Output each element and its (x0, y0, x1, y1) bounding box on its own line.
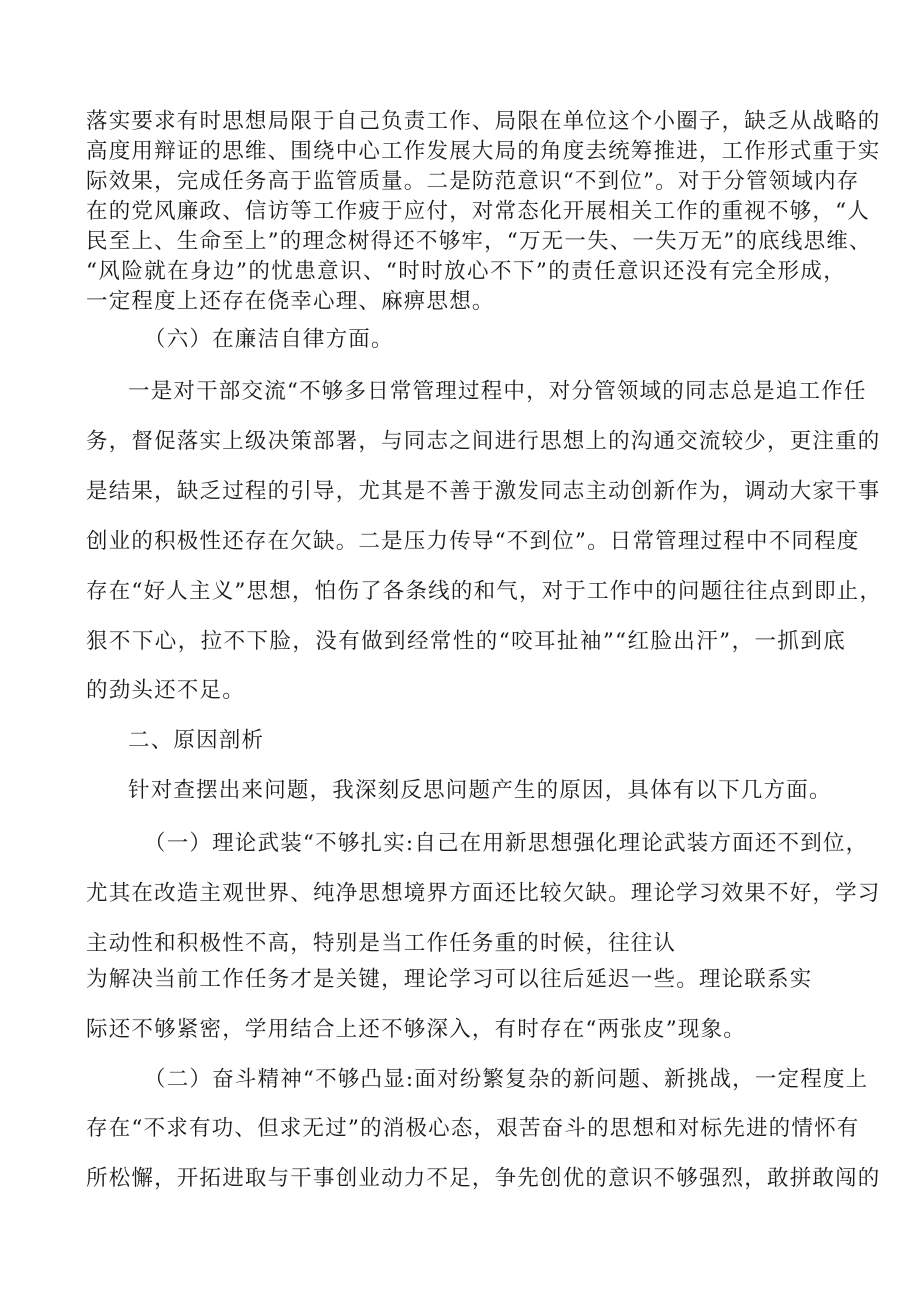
text-line: 务，督促落实上级决策部署，与同志之间进行思想上的沟通交流较少，更注重的 (86, 429, 881, 454)
text-line: 民至上、生命至上”的理念树得还不够牢，“万无一失、一失万无”的底线思维、 (86, 229, 872, 254)
text-line: 存在“不求有功、但求无过”的消极心态，艰苦奋斗的思想和对标先进的情怀有 (86, 1116, 860, 1141)
text-line: 高度用辩证的思维、围绕中心工作发展大局的角度去统筹推进，工作形式重于实 (86, 139, 881, 164)
text-line: 针对查摆出来问题，我深刻反思问题产生的原因，具体有以下几方面。 (128, 778, 832, 803)
text-line: 尤其在改造主观世界、纯净思想境界方面还比较欠缺。理论学习效果不好，学习 (86, 881, 881, 906)
text-line: 创业的积极性还存在欠缺。二是压力传导“不到位”。日常管理过程中不同程度 (86, 529, 860, 554)
text-line: 狠不下心，拉不下脸，没有做到经常性的“咬耳扯袖”“红脸出汗”，一抓到底 (86, 629, 846, 654)
text-line: 主动性和积极性不高，特别是当工作任务重的时候，往往认 (86, 931, 677, 956)
text-line: 是结果，缺乏过程的引导，尤其是不善于激发同志主动创新作为，调动大家干事 (86, 479, 881, 504)
text-line: 存在“好人主义”思想，怕伤了各条线的和气，对于工作中的问题往往点到即止， (86, 579, 883, 604)
text-line: 在的党风廉政、信访等工作疲于应付，对常态化开展相关工作的重视不够，“人 (86, 199, 870, 224)
text-line: “风险就在身边”的忧患意识、“时时放心不下”的责任意识还没有完全形成， (86, 259, 846, 284)
text-line: 落实要求有时思想局限于自己负责工作、局限在单位这个小圈子，缺乏从战略的 (86, 109, 881, 134)
text-line: 的劲头还不足。 (86, 678, 245, 703)
section-heading: 二、原因剖析 (128, 728, 265, 753)
text-line: 一是对干部交流“不够多日常管理过程中，对分管领域的同志总是追工作任 (128, 379, 867, 404)
text-line: （一）理论武装“不够扎实:自己在用新思想强化理论武装方面还不到位， (144, 831, 869, 856)
text-line: 为解决当前工作任务才是关键，理论学习可以往后延迟一些。理论联系实 (86, 967, 813, 992)
text-line: 所松懈，开拓进取与干事创业动力不足，争先创优的意识不够强烈，敢拼敢闯的 (86, 1166, 881, 1191)
text-line: 一定程度上还存在侥幸心理、麻痹思想。 (86, 289, 495, 314)
text-line: （二）奋斗精神“不够凸显:面对纷繁复杂的新问题、新挑战，一定程度上 (144, 1067, 869, 1092)
text-line: 际还不够紧密，学用结合上还不够深入，有时存在“两张皮”现象。 (86, 1017, 746, 1042)
section-heading: （六）在廉洁自律方面。 (144, 327, 394, 352)
text-line: 际效果，完成任务高于监管质量。二是防范意识“不到位”。对于分管领域内存 (86, 169, 860, 194)
